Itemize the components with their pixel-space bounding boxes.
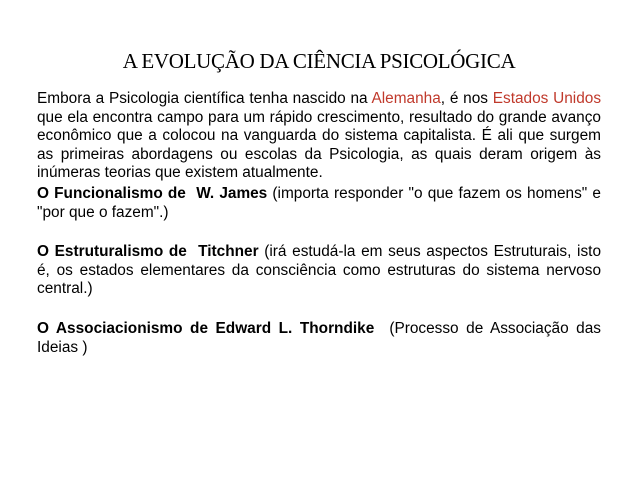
highlight-estados-unidos: Estados Unidos xyxy=(492,90,602,107)
intro-text-2: , é nos xyxy=(440,90,493,107)
intro-text-3: que ela encontra campo para um rápido crescimento, resultado do grande avanço econômico que a colocou na vanguarda do sistema capitalista. É ali que surgem as primeiras abordagens ou escolas da Psicologia, as quais deram origem às inúmeras teorias que existem atualmente. xyxy=(37,108,601,182)
funcionalismo-heading: O Funcionalismo de W. James xyxy=(37,184,268,202)
estruturalismo-text: (irá estudá-la em seus aspectos Estruturais, isto é, os estados elementares da consciência como estruturas do sistema nervoso central.) xyxy=(37,243,602,298)
paragraph-estruturalismo xyxy=(37,243,601,299)
slide-title: A EVOLUÇÃO DA CIÊNCIA PSICOLÓGICA xyxy=(122,49,516,73)
associacionismo-text: (Processo de Associação das Ideias ) xyxy=(37,319,606,356)
estruturalismo-heading: O Estruturalismo de Titchner xyxy=(37,243,259,261)
funcionalismo-text: (importa responder "o que fazem os homens" e "por que o fazem".) xyxy=(37,184,601,221)
intro-text-1: Embora a Psicologia científica tenha nascido na xyxy=(37,90,372,107)
highlight-alemanha: Alemanha xyxy=(371,90,441,107)
paragraph-intro xyxy=(37,90,601,183)
slide-body xyxy=(37,90,606,357)
associacionismo-heading: O Associacionismo de Edward L. Thorndike xyxy=(37,319,375,337)
paragraph-funcionalismo xyxy=(37,185,601,222)
paragraph-associacionismo xyxy=(37,319,606,357)
